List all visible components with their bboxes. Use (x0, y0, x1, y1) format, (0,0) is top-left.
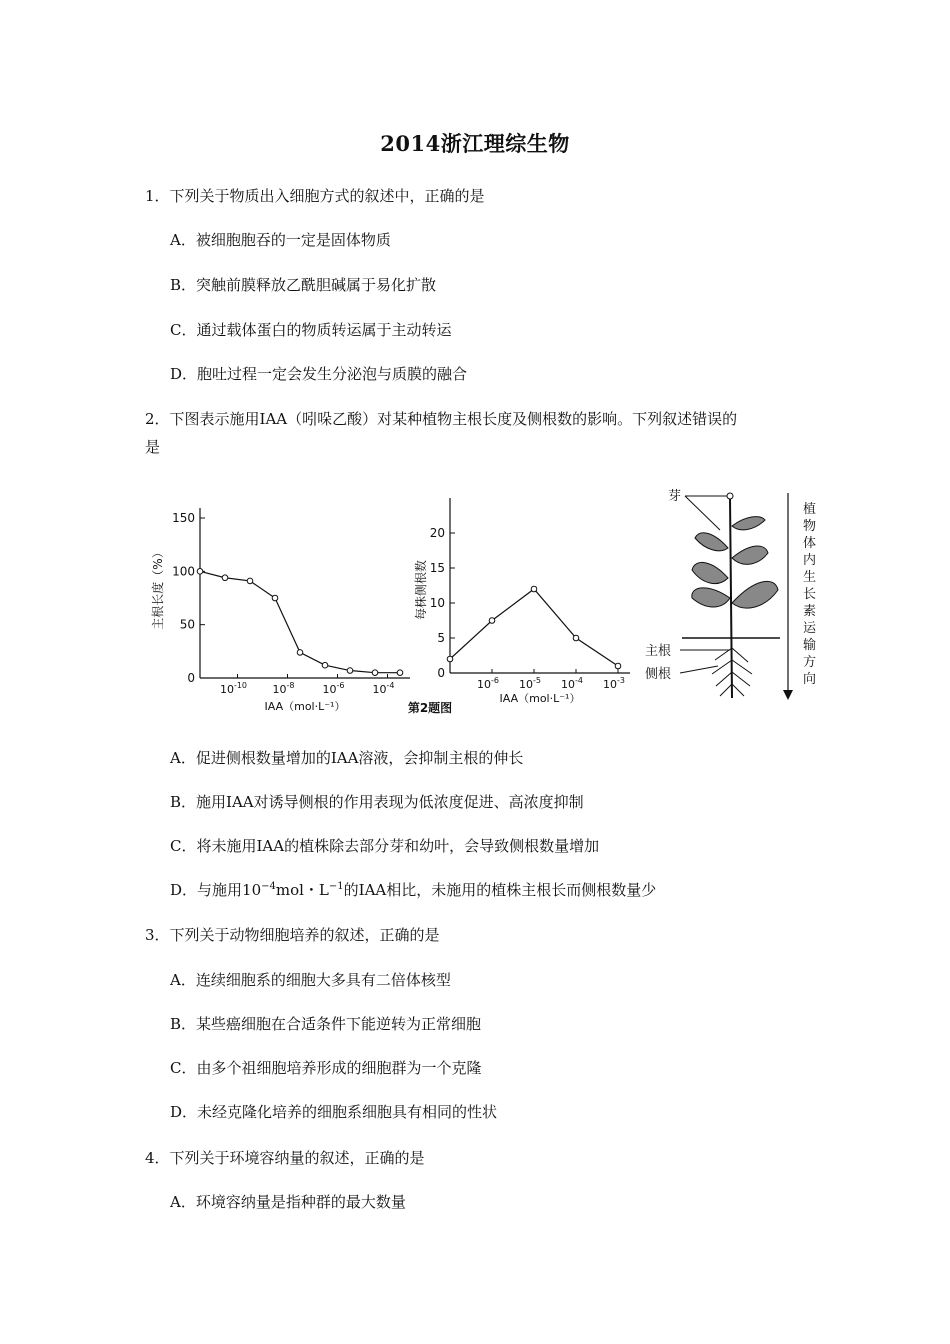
option-d-prefix: D．与施用10 (170, 881, 262, 899)
question-2-stem: 2．下图表示施用IAA（吲哚乙酸）对某种植物主根长度及侧根数的影响。下列叙述错误的 (145, 410, 738, 428)
chart2-y-tick-label: 10 (429, 596, 445, 610)
bud-pointer-diagonal (685, 496, 720, 530)
chart1-y-label: 主根长度（%） (151, 546, 165, 630)
question-3-option-a: A．连续细胞系的细胞大多具有二倍体核型 (170, 971, 451, 989)
chart2-x-tick-label: $10^{-3}$ (603, 676, 625, 691)
chart2-y-tick-label: 5 (437, 631, 445, 645)
question-2-option-c: C．将未施用IAA的植株除去部分芽和幼叶，会导致侧根数量增加 (170, 837, 600, 855)
chart1-data-point (222, 575, 228, 581)
chart1-x-label: IAA（mol·L⁻¹） (264, 700, 346, 713)
chart2-x-tick-label: $10^{-4}$ (561, 676, 583, 691)
bud-label: 芽 (668, 489, 682, 504)
page-title: 2014浙江理综生物 (380, 131, 570, 156)
question-2-figure (140, 478, 820, 723)
chart1-series-line (200, 571, 400, 672)
chart2-y-tick-label: 0 (437, 666, 445, 680)
chart1-data-point (247, 578, 253, 584)
question-2-option-d (170, 880, 656, 900)
chart1-y-tick-label: 50 (179, 617, 195, 632)
question-2-option-a: A．促进侧根数量增加的IAA溶液，会抑制主根的伸长 (170, 749, 524, 767)
chart2-x-label: IAA（mol·L⁻¹） (499, 692, 581, 705)
transport-arrow-head (783, 690, 793, 700)
question-3-option-d: D．未经克隆化培养的细胞系细胞具有相同的性状 (170, 1103, 498, 1121)
plant-diagram (645, 489, 817, 700)
chart1-x-tick-label: $10^{-8}$ (272, 681, 295, 696)
chart1-data-point (322, 662, 328, 668)
chart2-data-point (489, 618, 495, 624)
lateral-root-label: 侧根 (645, 667, 672, 682)
question-4-option-a: A．环境容纳量是指种群的最大数量 (170, 1193, 406, 1211)
chart2-y-label: 每株侧根数 (414, 559, 428, 621)
chart1-x-tick-label: $10^{-10}$ (219, 681, 248, 696)
plant-leaf (732, 517, 765, 530)
option-d-exp2: −1 (328, 881, 344, 892)
main-root-label: 主根 (645, 644, 672, 659)
chart2-data-point (447, 656, 453, 662)
question-3-option-b: B．某些癌细胞在合适条件下能逆转为正常细胞 (170, 1015, 482, 1033)
question-1-stem: 1．下列关于物质出入细胞方式的叙述中，正确的是 (145, 187, 485, 205)
chart1-data-point (372, 670, 378, 676)
transport-direction-label: 植物体内生长素运输方向 (803, 502, 817, 687)
chart2-x-tick-label: $10^{-6}$ (477, 676, 499, 691)
chart2-data-point (615, 663, 621, 669)
option-d-exp1: −4 (261, 881, 276, 892)
question-3-option-c: C．由多个祖细胞培养形成的细胞群为一个克隆 (170, 1059, 482, 1077)
chart1-y-tick-label: 150 (172, 511, 195, 525)
option-d-unit: mol・L (275, 881, 329, 899)
chart1-y-tick-label: 0 (187, 671, 195, 685)
question-2-stem-cont: 是 (145, 438, 161, 456)
plant-leaf (695, 533, 728, 551)
question-3-stem: 3．下列关于动物细胞培养的叙述，正确的是 (145, 926, 440, 944)
chart1-x-tick-label: $10^{-6}$ (322, 681, 345, 696)
chart2-data-point (573, 635, 579, 641)
chart2-series-line (450, 589, 618, 666)
chart1-data-point (297, 650, 303, 656)
chart-lateral-root-count (413, 498, 630, 705)
plant-leaf (732, 546, 768, 564)
question-4-stem: 4．下列关于环境容纳量的叙述，正确的是 (145, 1149, 425, 1167)
chart2-y-tick-label: 20 (429, 526, 445, 540)
chart2-x-tick-label: $10^{-5}$ (519, 676, 541, 691)
bud-marker (727, 493, 733, 499)
plant-leaf (692, 562, 728, 583)
question-1-option-d: D．胞吐过程一定会发生分泌泡与质膜的融合 (170, 365, 468, 383)
chart1-data-point (272, 595, 278, 601)
chart2-y-tick-label: 15 (429, 561, 445, 575)
chart1-x-tick-label: $10^{-4}$ (372, 681, 395, 696)
chart1-data-point (397, 670, 403, 676)
plant-leaf (692, 588, 730, 607)
chart2-data-point (531, 586, 537, 592)
question-2-option-b: B．施用IAA对诱导侧根的作用表现为低浓度促进、高浓度抑制 (170, 793, 584, 811)
question-1-option-b: B．突触前膜释放乙酰胆碱属于易化扩散 (170, 276, 437, 294)
plant-leaf (732, 581, 778, 608)
chart1-y-tick-label: 100 (172, 564, 195, 579)
question-1-option-c: C．通过载体蛋白的物质转运属于主动转运 (170, 321, 452, 339)
lateral-root-pointer (680, 666, 718, 673)
chart1-data-point (197, 569, 203, 575)
figure-caption: 第2题图 (407, 701, 453, 715)
chart1-data-point (347, 668, 353, 674)
chart-main-root-length (150, 508, 410, 713)
question-1-option-a: A．被细胞胞吞的一定是固体物质 (170, 231, 391, 249)
option-d-suffix: 的IAA相比，未施用的植株主根长而侧根数量少 (343, 881, 657, 899)
